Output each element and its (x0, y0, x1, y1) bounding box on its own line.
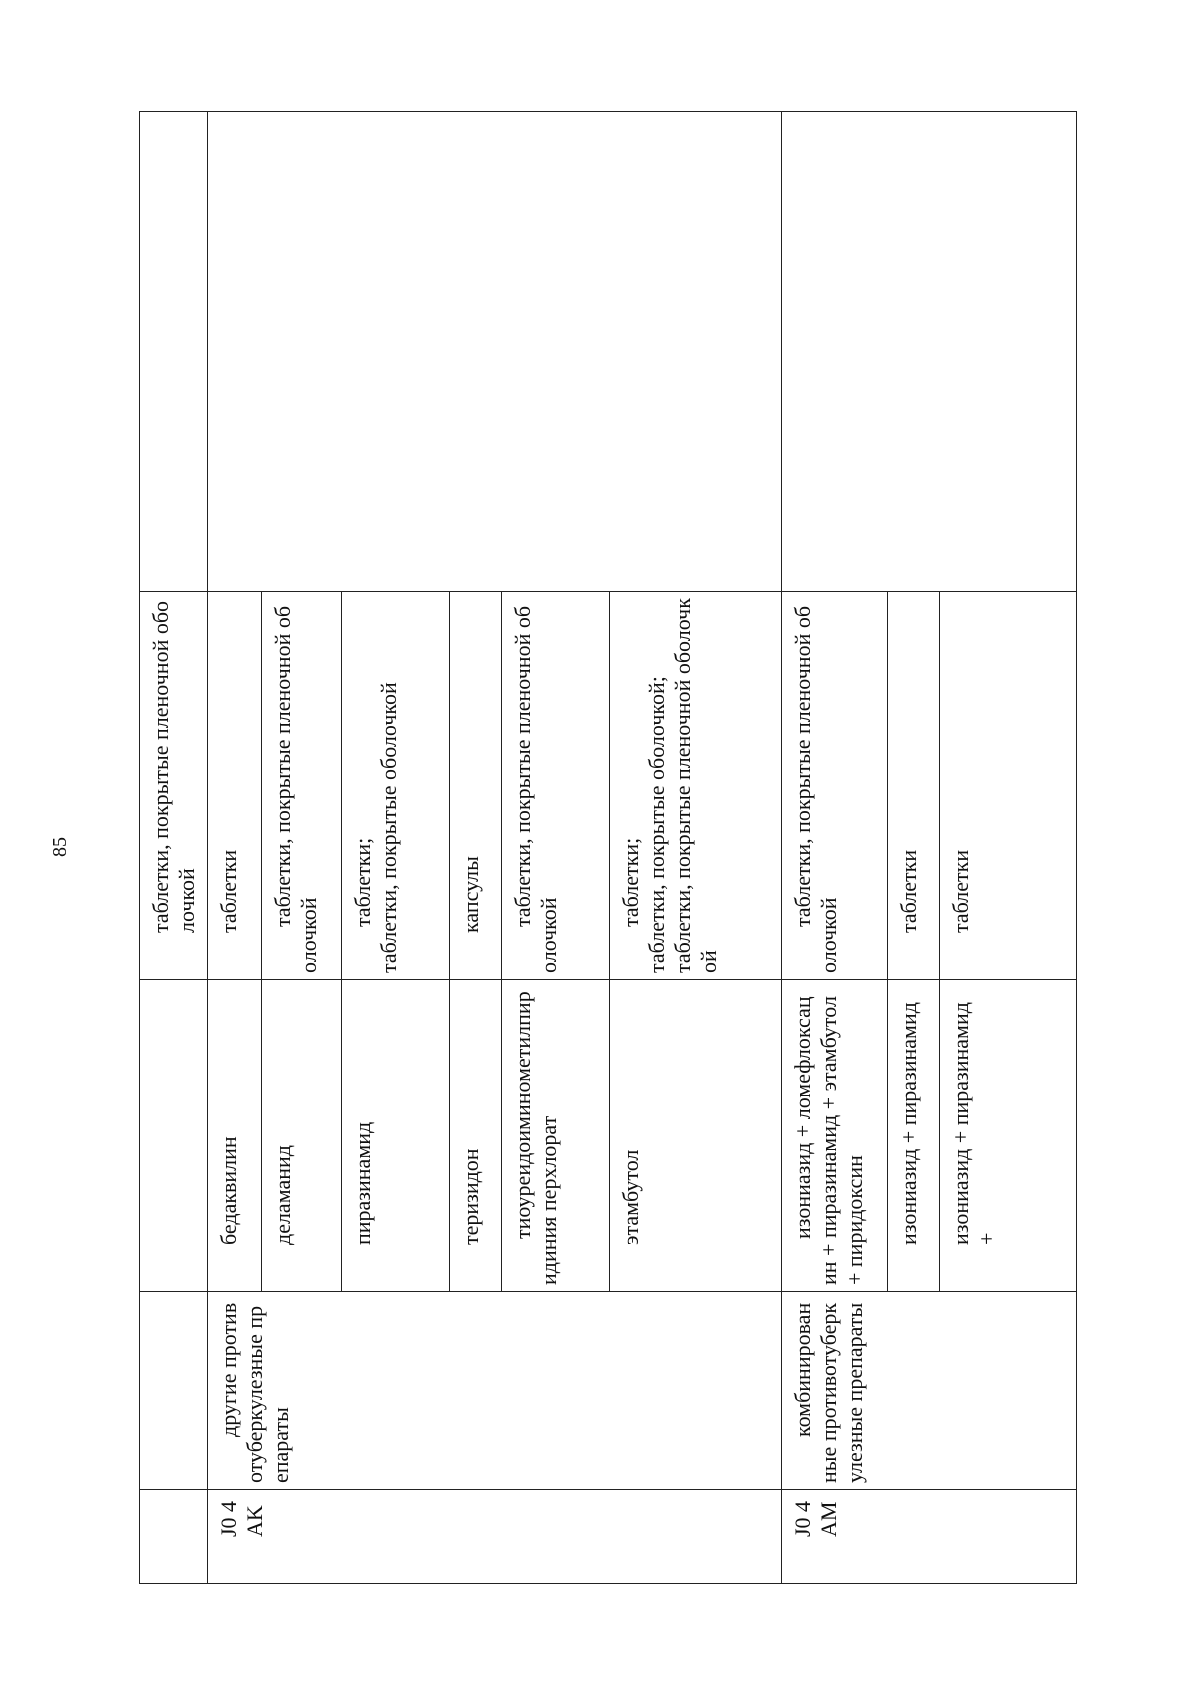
inn-cell (502, 980, 610, 1292)
drug-table (139, 111, 1077, 1584)
inn-cell: теризидон (450, 980, 502, 1292)
form-text: таблетки; таблетки, покрытые оболочкой (350, 682, 401, 973)
form-cell: таблетки (208, 592, 262, 980)
note-cell (140, 112, 208, 592)
form-cell: таблетки, покрытые пленочной оболочкой (140, 592, 208, 980)
form-cell (342, 592, 450, 980)
inn-cell (782, 980, 888, 1292)
form-cell (610, 592, 782, 980)
group-cell (208, 1292, 782, 1490)
group-cell (782, 1292, 1077, 1490)
form-text: таблетки, покрытые пленочной оболочкой (270, 605, 321, 973)
table-row (782, 112, 888, 1584)
note-cell (208, 112, 782, 592)
table-row (140, 112, 208, 1584)
page-number: 85 (49, 837, 71, 857)
form-text: таблетки; таблетки, покрытые оболочкой; таблетки, покрытые пленочной оболочкой (618, 598, 721, 973)
form-cell: таблетки (888, 592, 940, 980)
inn-cell: изониазид + пиразинамид (888, 980, 940, 1292)
inn-cell: деламанид (262, 980, 342, 1292)
drug-table-container (139, 112, 1077, 1584)
form-cell (782, 592, 888, 980)
inn-cell (140, 980, 208, 1292)
inn-cell: изониазид + пиразинамид + (940, 980, 1077, 1292)
inn-cell: бедаквилин (208, 980, 262, 1292)
form-cell (502, 592, 610, 980)
form-text: таблетки, покрытые пленочной оболочкой (790, 605, 841, 973)
atc-code-cell: J0 4AK (208, 1490, 782, 1584)
form-text: таблетки, покрытые пленочной оболочкой (510, 605, 561, 973)
atc-code-cell: J0 4AM (782, 1490, 1077, 1584)
code-cell (140, 1490, 208, 1584)
group-text: комбинированные противотуберкулезные препараты (790, 1302, 867, 1483)
form-cell (262, 592, 342, 980)
inn-text: изониазид + ломефлоксацин + пиразинамид + этамбутол + пиридоксин (790, 996, 867, 1285)
inn-text: тиоуреидоиминометилпиридиния перхлорат (510, 991, 561, 1285)
form-cell: таблетки (940, 592, 1077, 980)
group-text: другие противотуберкулезные препараты (216, 1302, 293, 1483)
inn-cell: пиразинамид (342, 980, 450, 1292)
group-cell (140, 1292, 208, 1490)
inn-cell: этамбутол (610, 980, 782, 1292)
table-row (208, 112, 262, 1584)
form-cell: капсулы (450, 592, 502, 980)
note-cell (782, 112, 1077, 592)
